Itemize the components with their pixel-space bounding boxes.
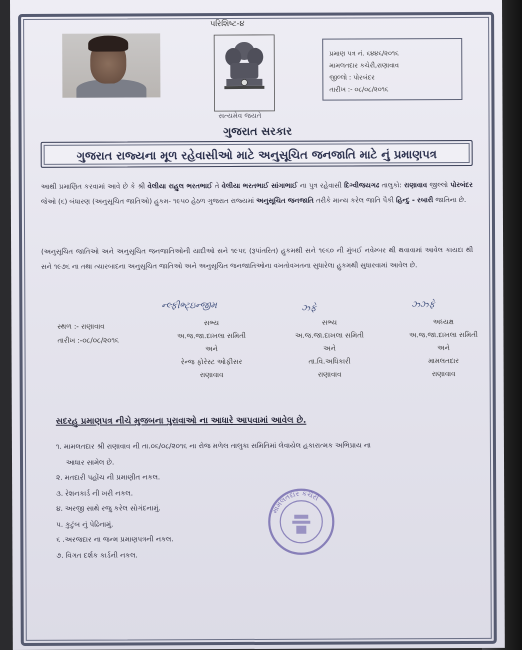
category-name: અનુસૂચિત જનજાતિ <box>256 196 314 205</box>
certificate-title: ગુજરાત રાજ્યના મૂળ રહેવાસીઓ માટે અનુસૂચિત જનજાતિ માટે નું પ્રમાણપત્ર <box>41 140 473 168</box>
applicant-name: વેલીયા રાહુલ ભરતભાઈ <box>147 182 213 191</box>
signature-2: ઝ્ફે <box>301 303 317 314</box>
list-item: ૬ .અરજદાર ના જન્મ પ્રમાણપત્રની નકલ. <box>56 535 174 544</box>
certificate-number: પ્રમાણ પત્ર નં. ૬૪૪૬/૨૦૧૬ <box>329 49 399 58</box>
district-label: જીલ્લો : પોરબંદર <box>329 73 375 82</box>
seal-text: મામલતદાર કચેરી <box>270 489 320 515</box>
emblem-motto: સત્યમેવ જયતે <box>218 111 262 121</box>
signature-1: ન્લ્ફીભ્ટ્ઇન્જીમ <box>161 301 217 312</box>
father-name: વેલીયા ભરતભાઈ સાંગાભાઈ <box>221 181 298 191</box>
date-label: તારીખ :-૦૮/૦૮/૨૦૧૬ <box>57 336 119 345</box>
taluka-name: રાણાવાવ <box>404 181 428 190</box>
certificate-paper <box>10 0 505 650</box>
issuing-office: મામલતદાર કચેરી,રાણાવાવ <box>329 61 399 70</box>
signatory-member-1: સભ્ય અ.જ.જા.દાખલા સમિતી અને રેન્જ ફોરેસ્ટ ઓફીસર રાણાવાવ <box>177 319 246 380</box>
signatory-chairman: અધ્યક્ષ અ.જ.જા.દાખલા સમિતી અને મામલતદાર રાણાવાવ <box>409 318 478 379</box>
list-item: આધાર સામેલ છે. <box>66 458 115 467</box>
office-seal-icon <box>266 487 336 557</box>
appendix-label: પરિશિષ્ટ-૪ <box>210 18 245 29</box>
village-name: દિગ્વીજયગઢ <box>344 181 380 190</box>
certification-paragraph: આથી પ્રમાણિત કરવામાં આવે છે કે શ્રી વેલીયા રાહુલ ભરતભાઈ તે વેલીયા ભરતભાઈ સાંગાભાઈ ના પુત્ર રહેવાસી દિગ્વીજયગઢ તાલુકો: રાણાવાવ જીલ્લો પોરબંદર જેઓ (૬) બંધારણ (અનુસૂચિત જાતિઓ) હુકમ- ૧૯૫૦ હેઠળ ગુજરાત રાજ્યમાં અનુસૂચિત જનજાતિ તરીકે માન્ય કરેલ જાતિ પૈકી હિન્દુ - રબારી જાતિના છે. <box>40 180 473 206</box>
legal-paragraph: (અનુસૂચિત જાતિઓ અને અનુસૂચિત જનજાતિઓની યાદીઓ સને ૧૯૫૬ (રૂપાંતરિત) હુકમથી સને ૧૯૬૦ ની મુંબઈ નવેમ્બર થી થવાવામાં આવેલ કાયદા થી સને ૧૯૭૬ ના તથા ત્યારબાદના અનુસૂચિત જાતિઓ અને અનુસૂચિત જનજાતિઓના વખતોવખતના સુધારેલા હુકમથી સુધારવામાં આવેલ છે. <box>41 245 474 271</box>
list-item: ૪. અરજી સાથે રજુ કરેલ સોગંદનામું. <box>56 504 161 513</box>
list-item: ૭. વિગત દર્શક કાર્ડની નકલ. <box>56 550 138 560</box>
government-title: ગુજરાત સરકાર <box>223 124 292 139</box>
list-item: ૫. કુટુંબ નું પેઢિનામું. <box>56 520 114 529</box>
applicant-photo <box>62 33 160 97</box>
district-name: પોરબંદર <box>450 180 473 190</box>
place-date <box>57 320 118 348</box>
signatory-member-2: સભ્ય અ.જ.જા.દાખલા સમિતી અને તા.વિ.અધિકારી રાણાવાવ <box>295 318 364 379</box>
list-item: ૧. મામલતદાર શ્રી રાણાવાવ ની તા.૦૬/૦૮/૨૦૧૬ ના રોજ મળેલ તાલુકા સમિતિમાં લેવાયેલ હકારાત્મક અભિપ્રાય ના <box>55 441 371 451</box>
ashoka-emblem-icon <box>206 33 282 113</box>
reference-date: તારીખ :- ૦૮/૦૮/૨૦૧૬ <box>329 85 389 94</box>
caste-name: હિન્દુ - રબારી <box>395 195 434 204</box>
place-label: સ્થળ :- રાણાવાવ <box>57 322 105 331</box>
signature-3: ઝ્ઝ્ફે <box>411 300 435 311</box>
documents-heading: સદરહુ પ્રમાણપત્ર નીચે મુજબના પુરાવાઓ ના આધારે આપવામાં આવેલ છે. <box>55 415 307 427</box>
list-item: ૨. મતદારી પહોંચ ની પ્રમાણીત નકલ. <box>56 473 161 482</box>
reference-box <box>322 38 462 101</box>
list-item: ૩. રેશનકાર્ડ ની ખરી નકલ. <box>56 488 133 498</box>
